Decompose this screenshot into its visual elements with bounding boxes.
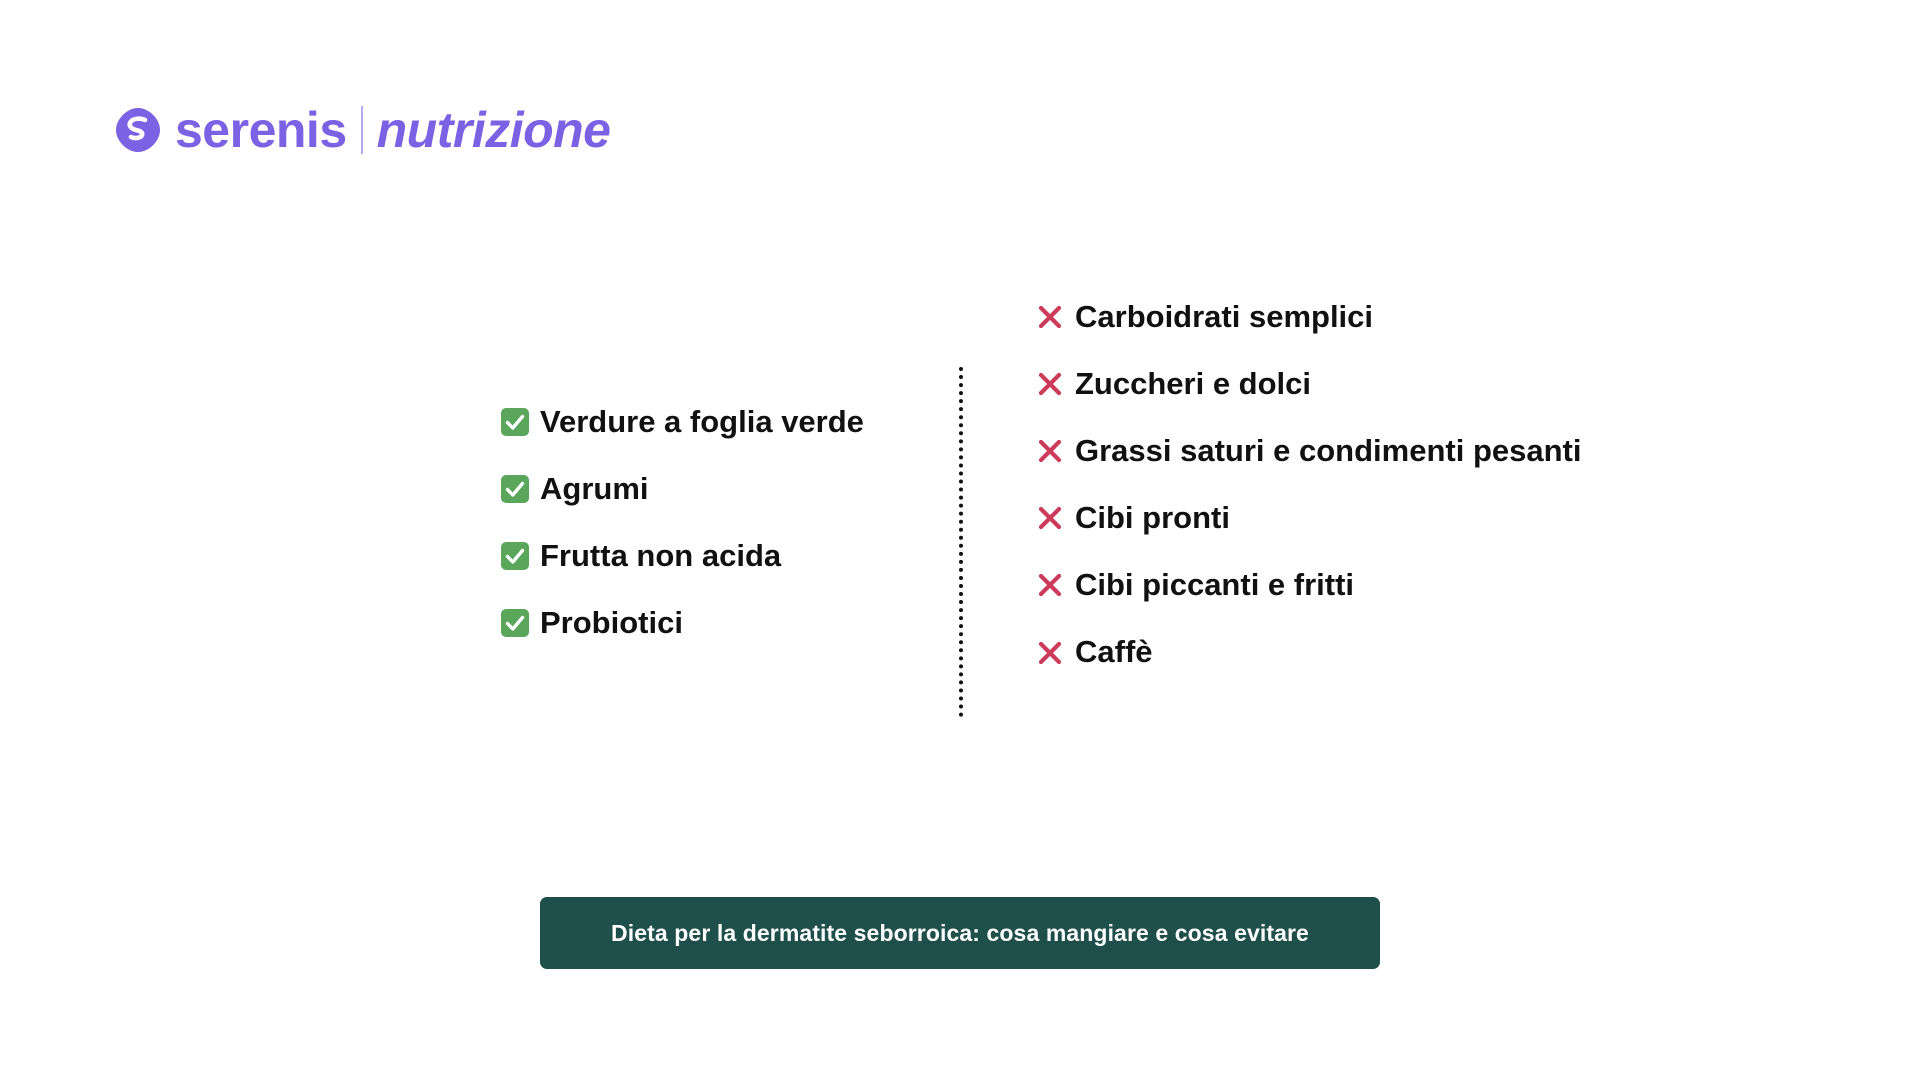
red-cross-icon bbox=[1035, 638, 1065, 668]
list-item bbox=[1035, 501, 1735, 535]
brand-name: serenis bbox=[175, 102, 347, 158]
red-cross-icon bbox=[1035, 369, 1065, 399]
list-item-label: Cibi piccanti e fritti bbox=[1075, 567, 1355, 603]
list-item bbox=[1035, 367, 1735, 401]
recommended-foods-column bbox=[500, 405, 940, 640]
column-divider bbox=[959, 367, 963, 717]
list-item-label: Cibi pronti bbox=[1075, 500, 1230, 536]
green-check-icon bbox=[500, 608, 530, 638]
list-item bbox=[500, 606, 940, 640]
red-cross-icon bbox=[1035, 503, 1065, 533]
red-cross-icon bbox=[1035, 570, 1065, 600]
caption-bar bbox=[540, 897, 1380, 969]
list-item-label: Grassi saturi e condimenti pesanti bbox=[1075, 433, 1582, 469]
list-item-label: Verdure a foglia verde bbox=[540, 404, 864, 439]
serenis-s-logo-icon bbox=[115, 107, 161, 153]
list-item bbox=[500, 405, 940, 439]
brand-divider bbox=[361, 106, 363, 154]
list-item bbox=[1035, 434, 1735, 468]
brand-subbrand: nutrizione bbox=[376, 102, 611, 158]
list-item bbox=[1035, 635, 1735, 669]
list-item bbox=[1035, 300, 1735, 334]
list-item-label: Frutta non acida bbox=[540, 538, 782, 574]
red-cross-icon bbox=[1035, 436, 1065, 466]
list-item-label: Caffè bbox=[1075, 634, 1153, 670]
list-item bbox=[500, 539, 940, 573]
green-check-icon bbox=[500, 407, 530, 437]
list-item bbox=[1035, 568, 1735, 602]
red-cross-icon bbox=[1035, 302, 1065, 332]
list-item-label: Probiotici bbox=[540, 605, 683, 641]
list-item bbox=[500, 472, 940, 506]
list-item-label: Agrumi bbox=[540, 471, 649, 507]
avoid-foods-column bbox=[1035, 300, 1735, 670]
list-item-label: Carboidrati semplici bbox=[1075, 299, 1374, 334]
food-comparison bbox=[0, 300, 1920, 780]
green-check-icon bbox=[500, 474, 530, 504]
brand-logo bbox=[115, 102, 611, 158]
green-check-icon bbox=[500, 541, 530, 571]
caption-text: Dieta per la dermatite seborroica: cosa mangiare e cosa evitare bbox=[611, 919, 1309, 946]
list-item-label: Zuccheri e dolci bbox=[1075, 366, 1312, 402]
